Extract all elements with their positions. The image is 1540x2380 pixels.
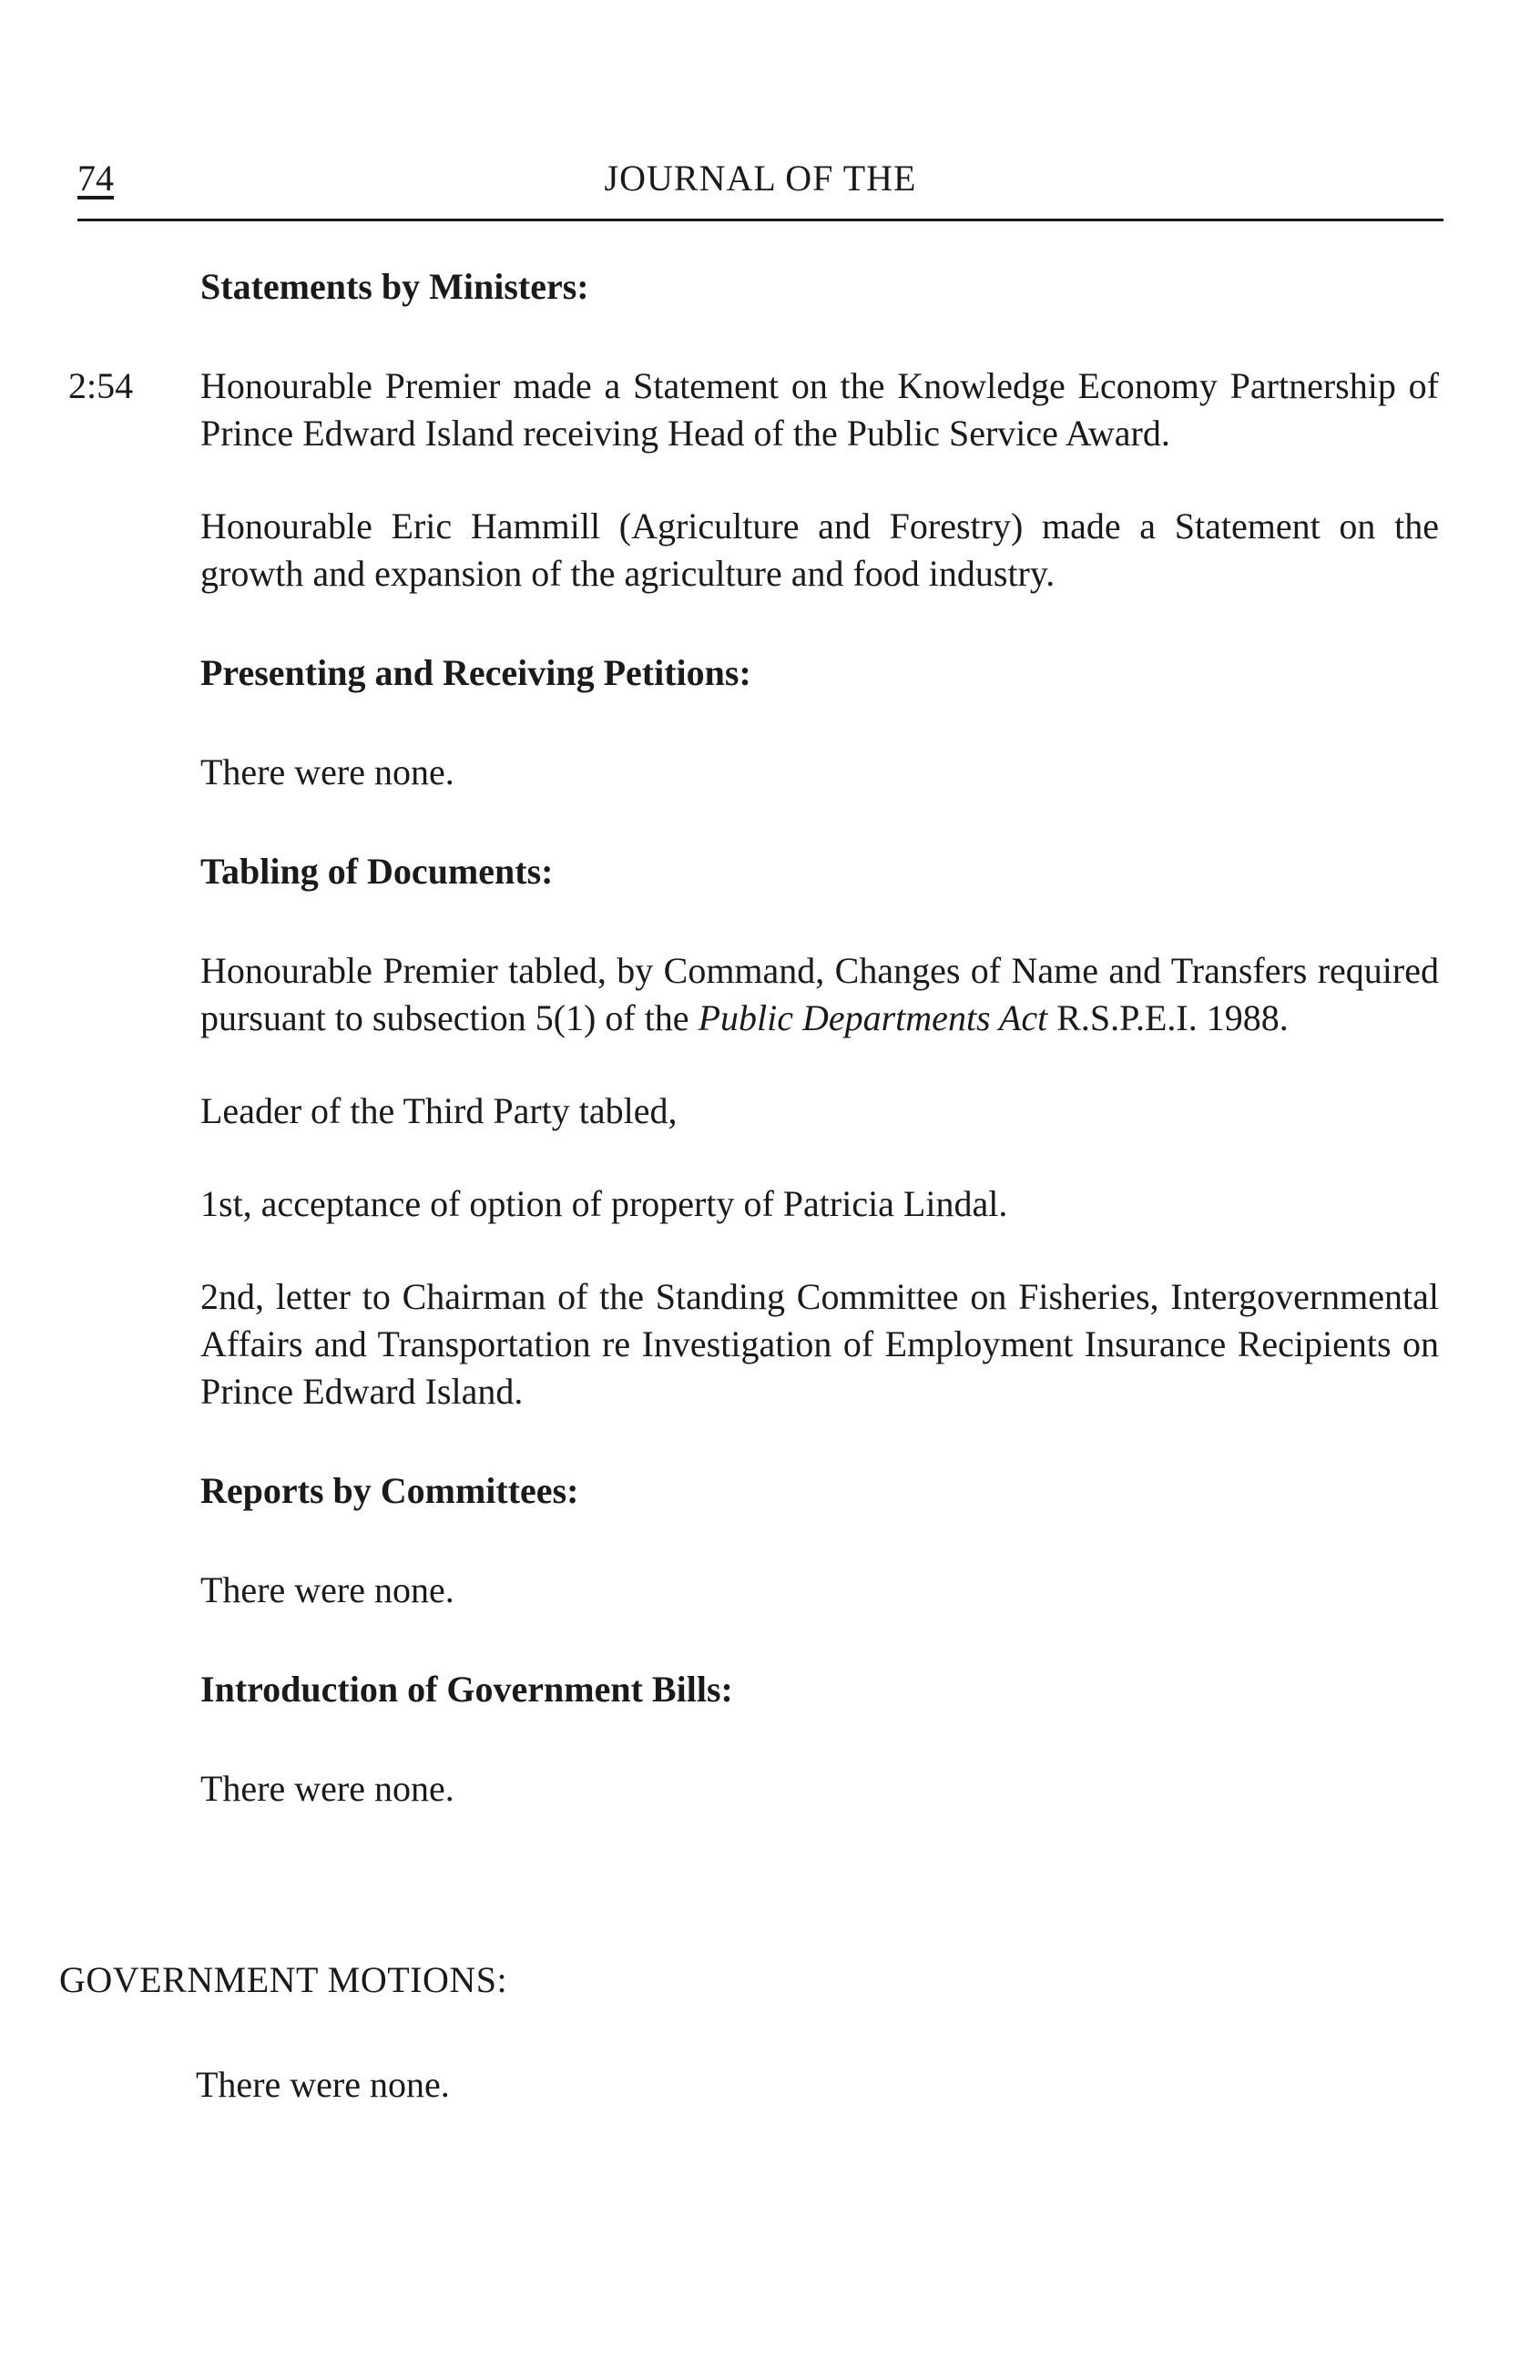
documents-item-1: 1st, acceptance of option of property of Patricia Lindal. <box>200 1183 1008 1224</box>
heading-tabling-documents: Tabling of Documents: <box>200 851 554 892</box>
gov-motions-text: There were none. <box>196 2064 450 2105</box>
journal-title: JOURNAL OF THE <box>604 158 917 199</box>
ministers-statement-premier-text: Honourable Premier made a Statement on the Knowledge Economy Partnership of Prince Edward Island receiving Head of the Public Service Award. <box>200 365 1439 454</box>
heading-government-bills: Introduction of Government Bills: <box>200 1669 733 1710</box>
documents-premier-tabled-start: Honourable Premier tabled, by Command, Changes of Name and Transfers required pursuant to subsection 5(1) of the <box>200 950 1439 1038</box>
time-stamp: 2:54 <box>68 365 134 406</box>
committees-text: There were none. <box>200 1569 454 1610</box>
page-number: 74 <box>77 158 114 199</box>
public-departments-act: Public Departments Act <box>698 997 1048 1038</box>
heading-reports-by-committees: Reports by Committees: <box>200 1470 579 1511</box>
heading-petitions: Presenting and Receiving Petitions: <box>200 652 751 693</box>
ministers-statement-premier <box>68 363 1439 457</box>
documents-premier-tabled-end: R.S.P.E.I. 1988. <box>1056 997 1289 1038</box>
petitions-text: There were none. <box>200 751 454 792</box>
heading-statements-by-ministers: Statements by Ministers: <box>200 266 589 307</box>
journal-content <box>68 264 1439 1813</box>
documents-third-party-tabled: Leader of the Third Party tabled, <box>200 1090 678 1131</box>
documents-premier-tabled <box>200 947 1439 1042</box>
documents-item-2: 2nd, letter to Chairman of the Standing Committee on Fisheries, Intergovernmental Affairs and Transportation re Investigation of Employment Insurance Recipients on Prince Edward Island. <box>200 1276 1439 1412</box>
ministers-statement-hammill: Honourable Eric Hammill (Agriculture and Forestry) made a Statement on the growth and expansion of the agriculture and food industry. <box>200 506 1439 594</box>
heading-government-motions: GOVERNMENT MOTIONS: <box>59 1959 508 2000</box>
gov-bills-text: There were none. <box>200 1768 454 1809</box>
page-header <box>77 155 1443 221</box>
